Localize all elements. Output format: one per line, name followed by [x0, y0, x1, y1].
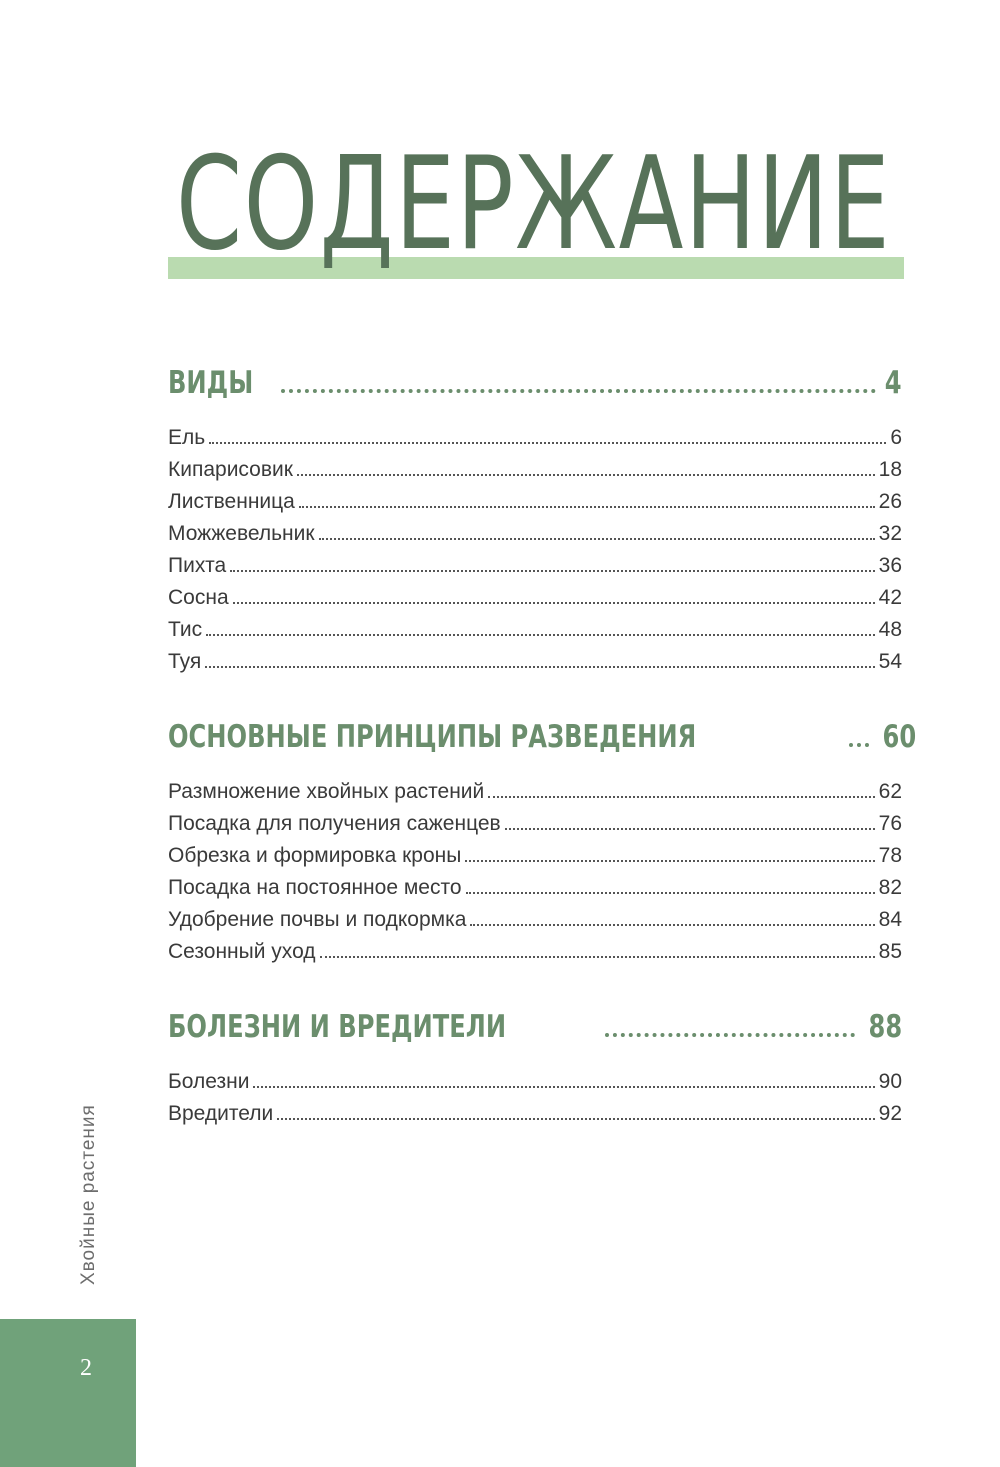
toc-entry[interactable] [168, 646, 902, 678]
section-entries [168, 1066, 902, 1130]
entry-page-number: 6 [890, 426, 902, 449]
toc-entry[interactable] [168, 486, 902, 518]
section-heading[interactable] [168, 716, 917, 758]
entry-page-number: 26 [878, 490, 902, 513]
section-title: БОЛЕЗНИ И ВРЕДИТЕЛИ [168, 1009, 507, 1045]
dot-leader [465, 860, 874, 862]
entry-label: Тис [168, 618, 203, 641]
toc-entry[interactable] [168, 840, 902, 872]
entry-page-number: 18 [878, 458, 902, 481]
entry-label: Лиственница [168, 490, 295, 513]
page-number: 2 [80, 1355, 92, 1381]
entry-label: Туя [168, 650, 202, 673]
dot-leader [466, 892, 875, 894]
dot-leader [297, 474, 875, 476]
table-of-contents [168, 362, 917, 1130]
title-block [168, 130, 904, 280]
toc-entry[interactable] [168, 518, 902, 550]
toc-entry[interactable] [168, 1066, 902, 1098]
toc-entry[interactable] [168, 776, 902, 808]
entry-page-number: 82 [878, 876, 902, 899]
section-entries [168, 776, 902, 968]
entry-label: Болезни [168, 1070, 250, 1093]
dot-leader [209, 442, 886, 444]
section-heading[interactable] [168, 362, 902, 404]
toc-section-diseases [168, 1006, 902, 1130]
book-title-vertical: Хвойные растения [78, 1104, 99, 1285]
toc-entry[interactable] [168, 936, 902, 968]
entry-page-number: 62 [878, 780, 902, 803]
toc-entry[interactable] [168, 808, 902, 840]
toc-section-breeding [168, 716, 917, 968]
page-number-block [0, 1319, 136, 1467]
entry-label: Пихта [168, 554, 227, 577]
entry-page-number: 84 [878, 908, 902, 931]
toc-entry[interactable] [168, 582, 902, 614]
section-title: ВИДЫ [168, 365, 254, 401]
toc-entry[interactable] [168, 1098, 902, 1130]
entry-page-number: 85 [878, 940, 902, 963]
page-title: СОДЕРЖАНИЕ [176, 130, 892, 279]
entry-label: Ель [168, 426, 206, 449]
dot-leader [205, 666, 874, 668]
entry-page-number: 92 [878, 1102, 902, 1125]
section-page-number: 60 [882, 719, 917, 755]
entry-label: Кипарисовик [168, 458, 293, 481]
section-page-number: 88 [868, 1009, 902, 1045]
toc-entry[interactable] [168, 550, 902, 582]
dot-leader [488, 796, 874, 798]
entry-page-number: 90 [878, 1070, 902, 1093]
entry-label: Сезонный уход [168, 940, 316, 963]
entry-page-number: 54 [878, 650, 902, 673]
entry-page-number: 78 [878, 844, 902, 867]
entry-label: Посадка для получения саженцев [168, 812, 501, 835]
section-heading[interactable] [168, 1006, 902, 1048]
entry-page-number: 42 [878, 586, 902, 609]
dot-leader [281, 389, 876, 393]
dot-leader [505, 828, 875, 830]
toc-entry[interactable] [168, 454, 902, 486]
entry-label: Сосна [168, 586, 229, 609]
dot-leader [319, 538, 875, 540]
dot-leader [605, 1033, 854, 1037]
entry-page-number: 48 [878, 618, 902, 641]
entry-page-number: 76 [878, 812, 902, 835]
entry-page-number: 36 [878, 554, 902, 577]
dot-leader [253, 1086, 874, 1088]
dot-leader [470, 924, 874, 926]
entry-label: Размножение хвойных растений [168, 780, 485, 803]
section-entries [168, 422, 902, 678]
section-title: ОСНОВНЫЕ ПРИНЦИПЫ РАЗВЕДЕНИЯ [168, 719, 697, 755]
entry-label: Можжевельник [168, 522, 315, 545]
dot-leader [206, 634, 875, 636]
toc-entry[interactable] [168, 904, 902, 936]
dot-leader [299, 506, 875, 508]
dot-leader [320, 956, 875, 958]
entry-label: Удобрение почвы и подкормка [168, 908, 467, 931]
dot-leader [277, 1118, 874, 1120]
toc-section-types [168, 362, 902, 678]
dot-leader [230, 570, 874, 572]
entry-page-number: 32 [878, 522, 902, 545]
entry-label: Вредители [168, 1102, 274, 1125]
toc-entry[interactable] [168, 872, 902, 904]
section-page-number: 4 [885, 365, 902, 401]
dot-leader [233, 602, 875, 604]
toc-entry[interactable] [168, 614, 902, 646]
entry-label: Посадка на постоянное место [168, 876, 462, 899]
entry-label: Обрезка и формировка кроны [168, 844, 462, 867]
toc-entry[interactable] [168, 422, 902, 454]
dot-leader [849, 743, 869, 747]
